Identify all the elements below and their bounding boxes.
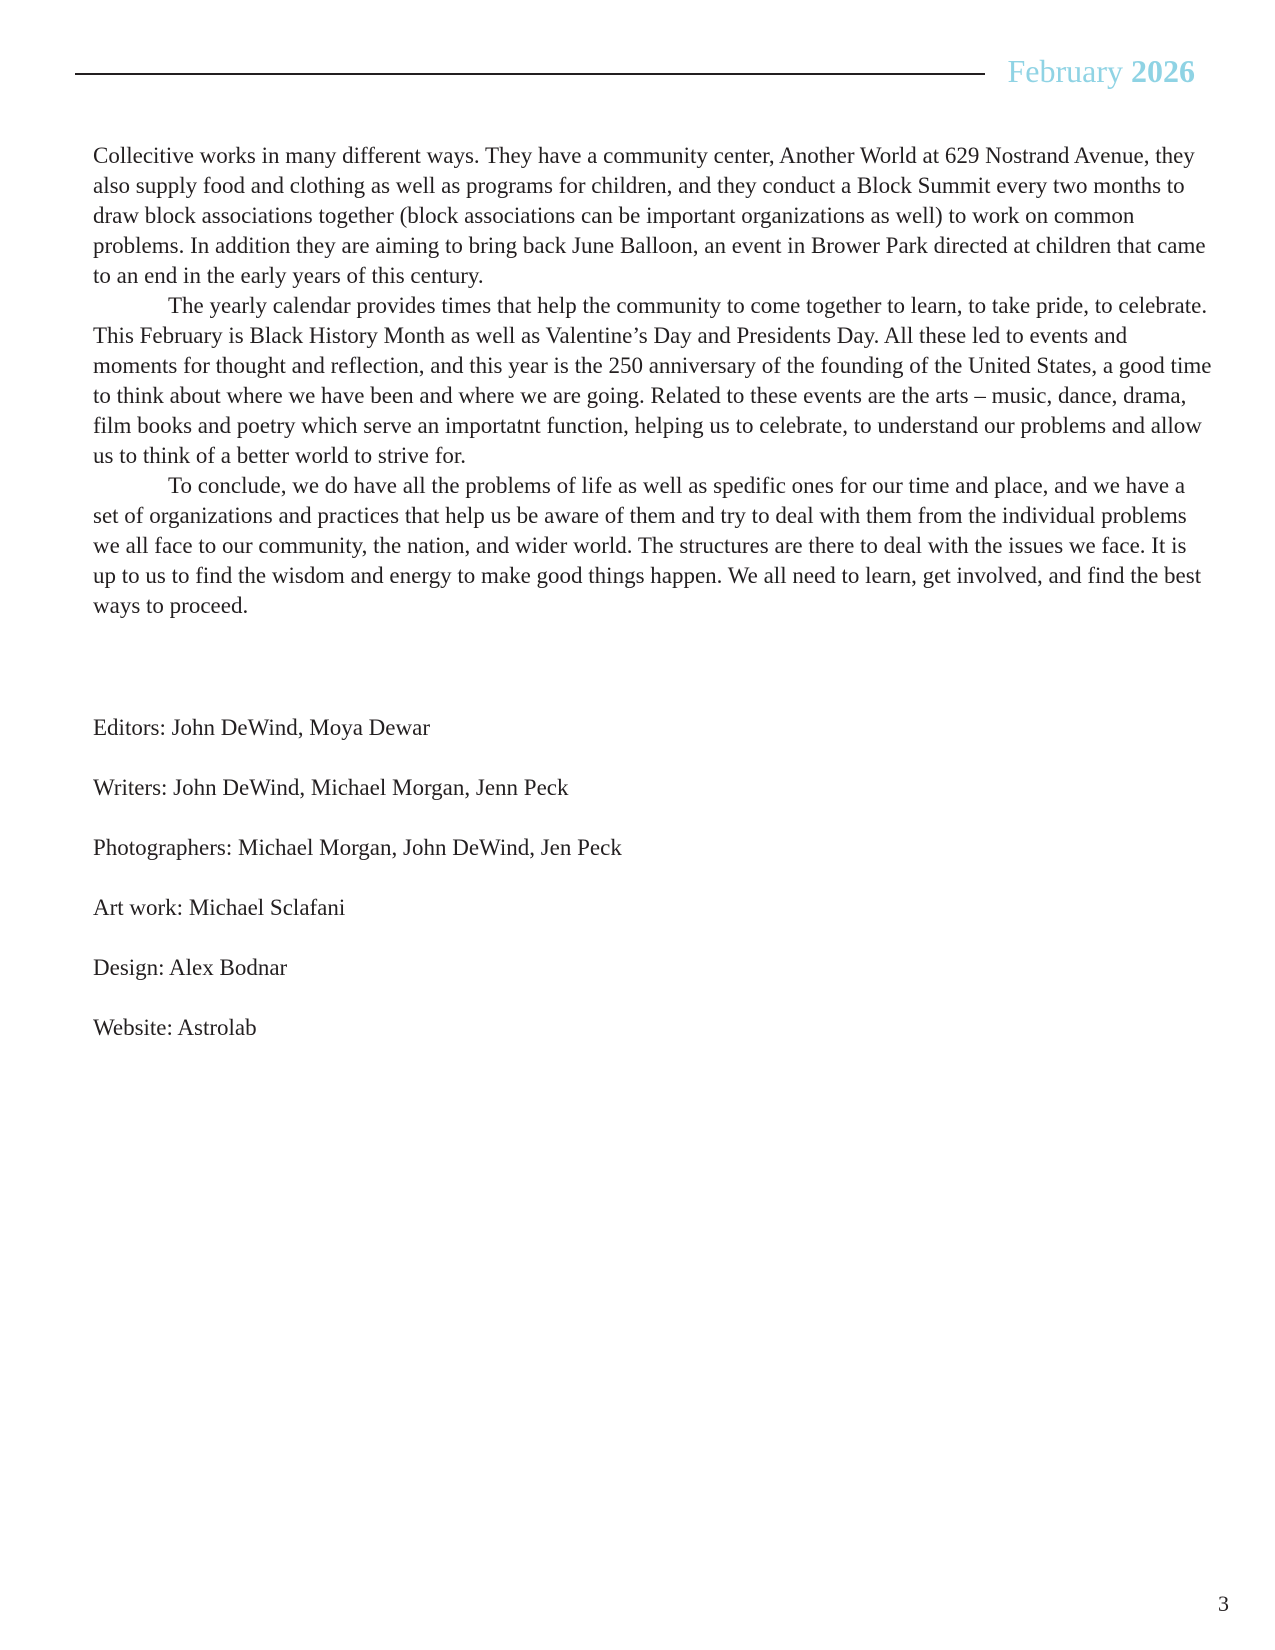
paragraph: To conclude, we do have all the problems of life as well as spedific ones for our time and place, and we have a set of organizations and practices that help us be aware of them and try to deal with them from the individual problems we all face to our community, the nation, and wider world. The structures are there to deal with the issues we face. It is up to us to find the wisdom and energy to make good things happen. We all need to learn, get involved, and find the best ways to proceed.	[93, 473, 1202, 618]
credit-writers: Writers: John DeWind, Michael Morgan, Jenn Peck	[93, 775, 569, 800]
credit-artwork: Art work: Michael Sclafani	[93, 895, 346, 920]
paragraph: The yearly calendar provides times that help the community to come together to learn, to take pride, to celebrate. This February is Black History Month as well as Valentine’s Day and Presidents Day. All these led to events and moments for thought and reflection, and this year is the 250 anniversary of the founding of the United States, a good time to think about where we have been and where we are going. Related to these events are the arts – music, dance, drama, film books and poetry which serve an importatnt function, helping us to celebrate, to understand our problems and allow us to think of a better world to strive for.	[93, 293, 1212, 468]
header-rule	[75, 73, 985, 75]
credit-photographers: Photographers: Michael Morgan, John DeWind, Jen Peck	[93, 835, 622, 860]
credit-design: Design: Alex Bodnar	[93, 955, 288, 980]
header-year: 2026	[1131, 53, 1195, 89]
header-month: February	[1007, 53, 1123, 89]
page-number: 3	[1218, 1591, 1229, 1616]
credits-list	[93, 713, 993, 1073]
credit-editors: Editors: John DeWind, Moya Dewar	[93, 715, 430, 740]
header-date	[1007, 52, 1195, 90]
article-body	[93, 141, 1215, 621]
credit-website: Website: Astrolab	[93, 1015, 257, 1040]
paragraph: Collecitive works in many different ways. They have a community center, Another World at 629 Nostrand Avenue, they also supply food and clothing as well as programs for children, and they conduct a Block Summit every two months to draw block associations together (block associations can be important organizations as well) to work on common problems. In addition they are aiming to bring back June Balloon, an event in Brower Park directed at children that came to an end in the early years of this century.	[93, 143, 1206, 288]
